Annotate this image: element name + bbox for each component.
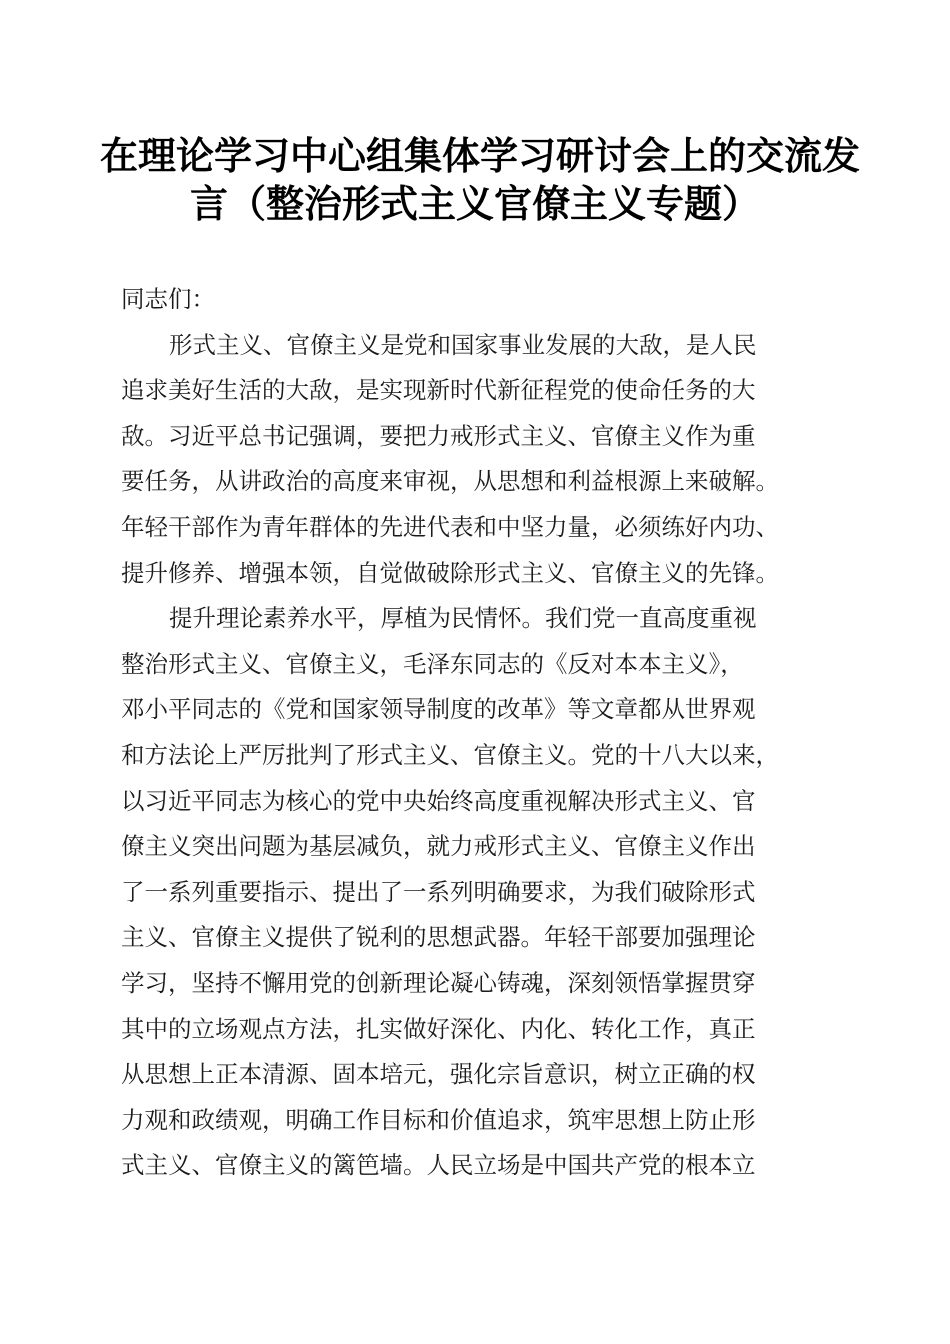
- paragraph-line: 了一系列重要指示、提出了一系列明确要求，为我们破除形式: [121, 877, 756, 906]
- paragraph-line: 要任务，从讲政治的高度来审视，从思想和利益根源上来破解。: [121, 467, 779, 496]
- paragraph-line: 敌。习近平总书记强调，要把力戒形式主义、官僚主义作为重: [121, 421, 756, 450]
- paragraph-1: [121, 323, 833, 597]
- paragraph-line: 从思想上正本清源、固本培元，强化宗旨意识，树立正确的权: [121, 1060, 756, 1089]
- paragraph-line: 其中的立场观点方法，扎实做好深化、内化、转化工作，真正: [121, 1014, 756, 1043]
- title-line-1: 在理论学习中心组集体学习研讨会上的交流发: [100, 133, 861, 178]
- document-body: [121, 277, 833, 1189]
- paragraph-line: 提升理论素养水平，厚植为民情怀。我们党一直高度重视: [169, 604, 757, 633]
- paragraph-line: 以习近平同志为核心的党中央始终高度重视解决形式主义、官: [121, 786, 756, 815]
- paragraph-line: 式主义、官僚主义的篱笆墙。人民立场是中国共产党的根本立: [121, 1151, 756, 1180]
- title-line-2: 言（整治形式主义官僚主义专题）: [189, 181, 760, 226]
- paragraph-line: 追求美好生活的大敌，是实现新时代新征程党的使命任务的大: [121, 376, 756, 405]
- paragraph-line: 学习，坚持不懈用党的创新理论凝心铸魂，深刻领悟掌握贯穿: [121, 968, 756, 997]
- paragraph-line: 邓小平同志的《党和国家领导制度的改革》等文章都从世界观: [121, 695, 756, 724]
- paragraph-line: 年轻干部作为青年群体的先进代表和中坚力量，必须练好内功、: [121, 512, 779, 541]
- paragraph-line: 形式主义、官僚主义是党和国家事业发展的大敌，是人民: [169, 330, 757, 359]
- document-title: [100, 132, 861, 228]
- salutation: 同志们：: [121, 285, 215, 313]
- paragraph-line: 主义、官僚主义提供了锐利的思想武器。年轻干部要加强理论: [121, 923, 756, 952]
- paragraph-line: 提升修养、增强本领，自觉做破除形式主义、官僚主义的先锋。: [121, 558, 779, 587]
- paragraph-2: [121, 596, 833, 1189]
- paragraph-line: 整治形式主义、官僚主义，毛泽东同志的《反对本本主义》，: [121, 649, 744, 678]
- paragraph-line: 和方法论上严厉批判了形式主义、官僚主义。党的十八大以来，: [121, 740, 779, 769]
- paragraph-line: 僚主义突出问题为基层减负，就力戒形式主义、官僚主义作出: [121, 832, 756, 861]
- paragraph-line: 力观和政绩观，明确工作目标和价值追求，筑牢思想上防止形: [121, 1105, 756, 1134]
